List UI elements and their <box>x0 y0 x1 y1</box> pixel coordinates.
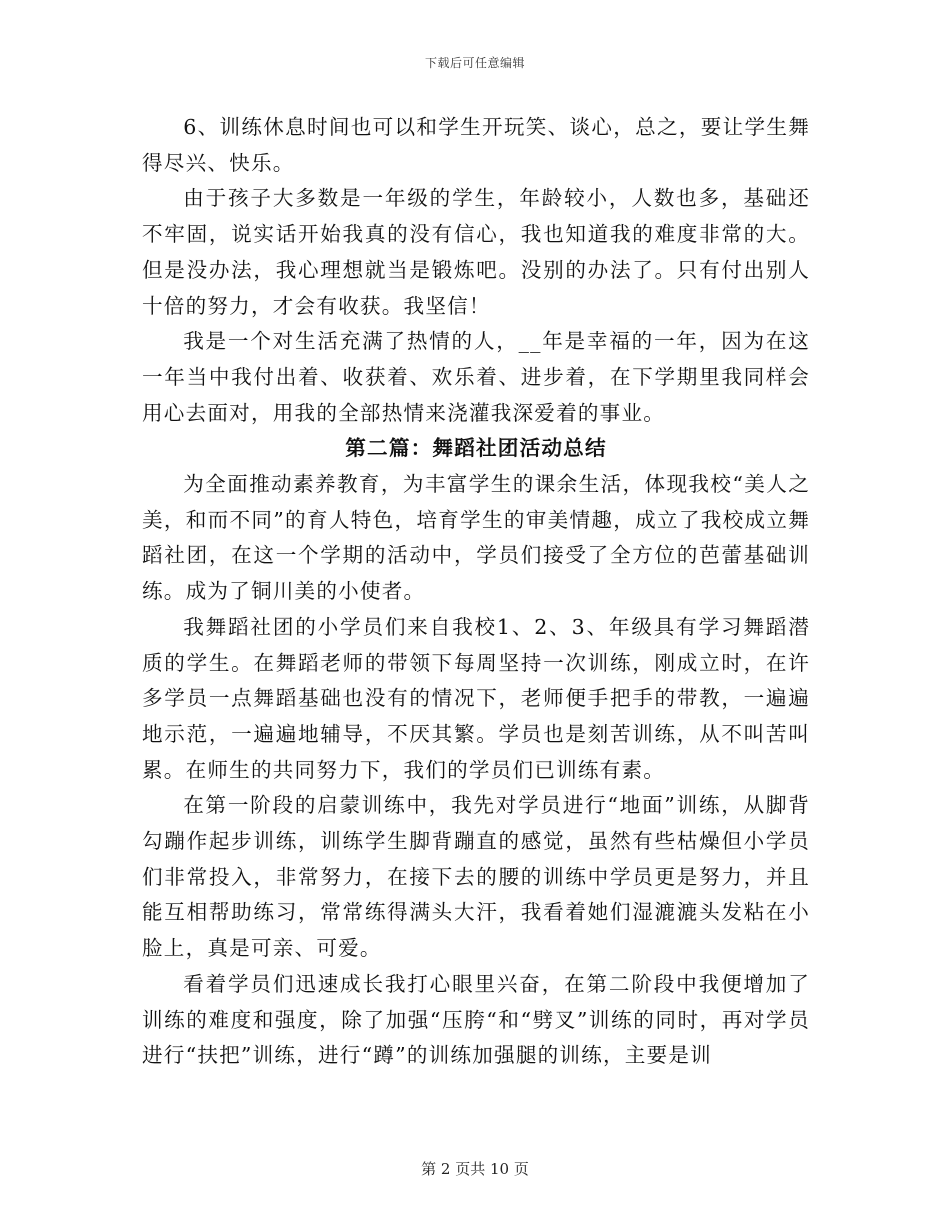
document-body <box>142 110 810 1074</box>
paragraph: 由于孩子大多数是一年级的学生，年龄较小，人数也多，基础还不牢固，说实话开始我真的没有信心，我也知道我的难度非常的大。但是没办法，我心理想就当是锻炼吧。没别的办法了。只有付出别人十倍的努力，才会有收获。我坚信！ <box>142 186 810 318</box>
paragraph: 为全面推动素养教育，为丰富学生的课余生活，体现我校“美人之美，和而不同”的育人特色，培育学生的审美情趣，成立了我校成立舞蹈社团，在这一个学期的活动中，学员们接受了全方位的芭蕾基础训练。成为了铜川美的小使者。 <box>142 472 810 604</box>
paragraph: 看着学员们迅速成长我打心眼里兴奋，在第二阶段中我便增加了训练的难度和强度，除了加强“压胯“和“劈叉”训练的同时，再对学员进行“扶把”训练，进行“蹲”的训练加强腿的训练，主要是训 <box>142 971 810 1068</box>
page-footer: 第 2 页共 10 页 <box>421 1160 529 1178</box>
page-header: 下载后可任意编辑 <box>424 56 525 70</box>
paragraph: 我是一个对生活充满了热情的人，__年是幸福的一年，因为在这一年当中我付出着、收获着、欢乐着、进步着，在下学期里我同样会用心去面对，用我的全部热情来浇灌我深爱着的事业。 <box>142 329 810 425</box>
paragraph: 6、训练休息时间也可以和学生开玩笑、谈心，总之，要让学生舞得尽兴、快乐。 <box>142 115 810 175</box>
paragraph: 我舞蹈社团的小学员们来自我校1、2、3、年级具有学习舞蹈潜质的学生。在舞蹈老师的带领下每周坚持一次训练，刚成立时，在许多学员一点舞蹈基础也没有的情况下，老师便手把手的带教，一遍遍地示范，一遍遍地辅导，不厌其繁。学员也是刻苦训练，从不叫苦叫累。在师生的共同努力下，我们的学员们已训练有素。 <box>142 614 810 782</box>
section-heading: 第二篇：舞蹈社团活动总结 <box>345 436 607 461</box>
paragraph: 在第一阶段的启蒙训练中，我先对学员进行“地面”训练，从脚背勾蹦作起步训练，训练学生脚背蹦直的感觉，虽然有些枯燥但小学员们非常投入，非常努力，在接下去的腰的训练中学员更是努力，并且能互相帮助练习，常常练得满头大汗，我看着她们湿漉漉头发粘在小脸上，真是可亲、可爱。 <box>142 793 810 961</box>
